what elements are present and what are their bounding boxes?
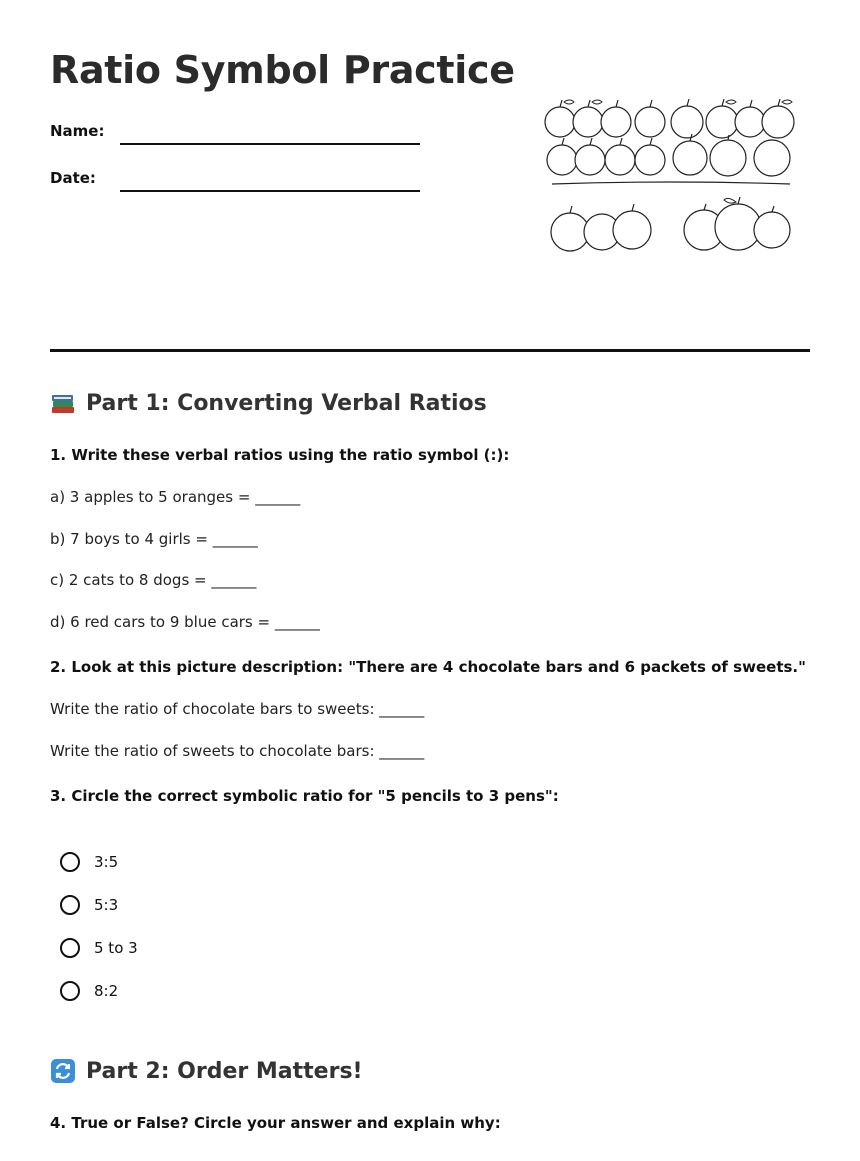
question-1d: d) 6 red cars to 9 blue cars = ______ <box>50 613 320 631</box>
date-field[interactable] <box>120 190 420 192</box>
option-3[interactable] <box>60 938 138 958</box>
option-label: 3:5 <box>94 853 119 871</box>
radio-circle[interactable] <box>60 895 80 915</box>
option-4[interactable] <box>60 981 118 1001</box>
part2-heading <box>50 1058 363 1084</box>
option-1[interactable] <box>60 852 118 872</box>
question-1a: a) 3 apples to 5 oranges = ______ <box>50 488 301 506</box>
part1-heading-text: Part 1: Converting Verbal Ratios <box>86 390 487 416</box>
name-field[interactable] <box>120 143 420 145</box>
question-4-prompt: 4. True or False? Circle your answer and explain why: <box>50 1114 501 1132</box>
question-3-prompt: 3. Circle the correct symbolic ratio for "5 pencils to 3 pens": <box>50 787 559 805</box>
radio-circle[interactable] <box>60 852 80 872</box>
date-label: Date: <box>50 169 96 187</box>
radio-circle[interactable] <box>60 938 80 958</box>
name-label: Name: <box>50 122 105 140</box>
option-label: 5 to 3 <box>94 939 138 957</box>
option-2[interactable] <box>60 895 118 915</box>
question-2-line-1: Write the ratio of chocolate bars to sweets: ______ <box>50 700 425 718</box>
apples-illustration <box>540 96 800 256</box>
option-label: 5:3 <box>94 896 119 914</box>
part1-heading <box>50 390 487 416</box>
question-2-line-2: Write the ratio of sweets to chocolate bars: ______ <box>50 742 425 760</box>
section-divider <box>50 349 810 352</box>
books-icon <box>50 390 76 416</box>
worksheet-title: Ratio Symbol Practice <box>50 48 515 92</box>
radio-circle[interactable] <box>60 981 80 1001</box>
part2-heading-text: Part 2: Order Matters! <box>86 1058 363 1084</box>
option-label: 8:2 <box>94 982 119 1000</box>
question-1c: c) 2 cats to 8 dogs = ______ <box>50 571 257 589</box>
repeat-arrows-icon <box>50 1058 76 1084</box>
question-1b: b) 7 boys to 4 girls = ______ <box>50 530 258 548</box>
question-1-prompt: 1. Write these verbal ratios using the ratio symbol (:): <box>50 446 510 464</box>
question-2-prompt: 2. Look at this picture description: "There are 4 chocolate bars and 6 packets of sweets." <box>50 658 806 676</box>
